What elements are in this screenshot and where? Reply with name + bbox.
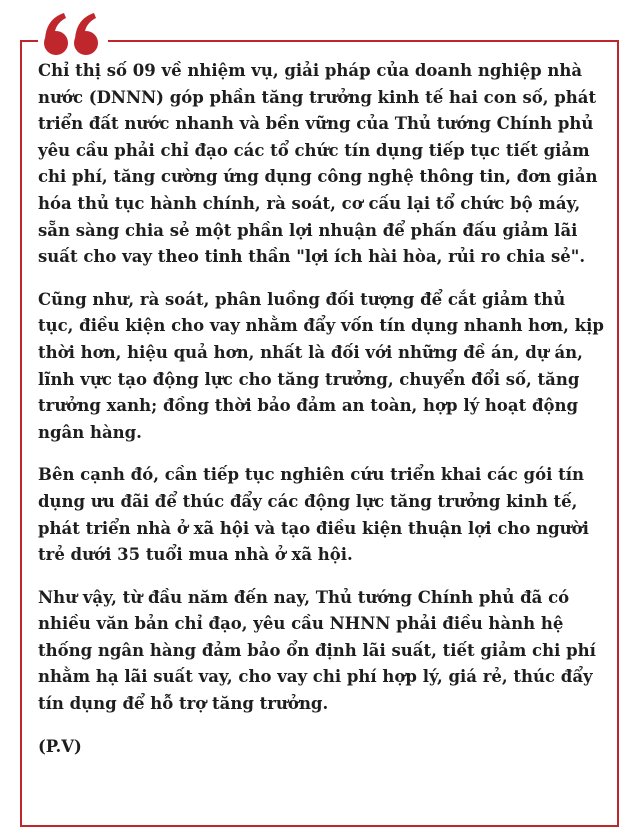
quote-paragraph-4: Như vậy, từ đầu năm đến nay, Thủ tướng Chính phủ đã có nhiều văn bản chỉ đạo, yêu cầu NHNN phải điều hành hệ thống ngân hàng đảm bảo ổn định lãi suất, tiết giảm chi phí nhằm hạ lãi suất vay, cho vay chi phí hợp lý, giá rẻ, thúc đẩy tín dụng để hỗ trợ tăng trưởng. bbox=[38, 587, 596, 714]
quote-author: (P.V) bbox=[38, 736, 82, 756]
quote-paragraph-2: Cũng như, rà soát, phân luồng đối tượng để cắt giảm thủ tục, điều kiện cho vay nhằm đẩy vốn tín dụng nhanh hơn, kịp thời hơn, hiệu quả hơn, nhất là đối với những đề án, dự án, lĩnh vực tạo động lực cho tăng trưởng, chuyển đổi số, tăng trưởng xanh; đồng thời bảo đảm an toàn, hợp lý hoạt động ngân hàng. bbox=[38, 289, 604, 442]
quote-content bbox=[38, 58, 606, 776]
quote-paragraph-3: Bên cạnh đó, cần tiếp tục nghiên cứu triển khai các gói tín dụng ưu đãi để thúc đẩy các động lực tăng trưởng kinh tế, phát triển nhà ở xã hội và tạo điều kiện thuận lợi cho người trẻ dưới 35 tuổi mua nhà ở xã hội. bbox=[38, 465, 589, 565]
quote-box bbox=[20, 40, 619, 827]
quote-open-icon bbox=[38, 12, 108, 58]
quote-paragraph-1: Chỉ thị số 09 về nhiệm vụ, giải pháp của doanh nghiệp nhà nước (DNNN) góp phần tăng trưởng kinh tế hai con số, phát triển đất nước nhanh và bền vững của Thủ tướng Chính phủ yêu cầu phải chỉ đạo các tổ chức tín dụng tiếp tục tiết giảm chi phí, tăng cường ứng dụng công nghệ thông tin, đơn giản hóa thủ tục hành chính, rà soát, cơ cấu lại tổ chức bộ máy, sẵn sàng chia sẻ một phần lợi nhuận để phấn đấu giảm lãi suất cho vay theo tinh thần "lợi ích hài hòa, rủi ro chia sẻ". bbox=[38, 61, 598, 267]
